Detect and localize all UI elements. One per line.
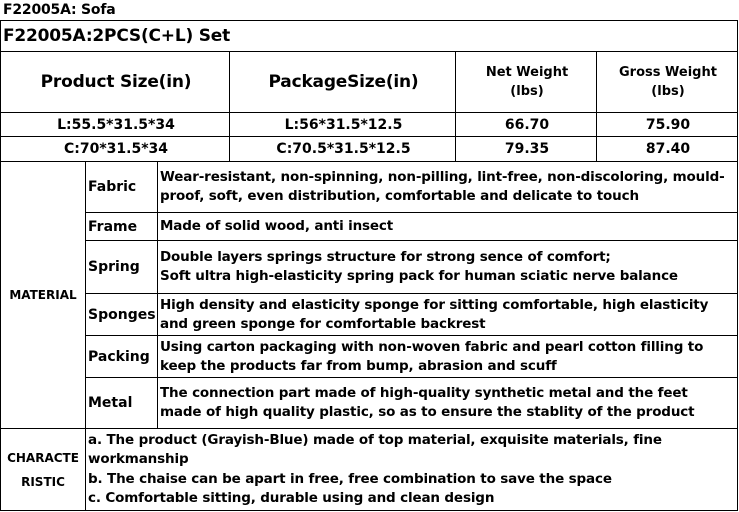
material-description (158, 294, 738, 336)
package-size-cell: L:56*31.5*12.5 (230, 113, 456, 137)
material-name: Sponges (86, 294, 158, 336)
material-row-fabric (1, 162, 738, 213)
material-description-line: High density and elasticity sponge for sitting comfortable, high elasticity (160, 296, 709, 313)
set-title: F22005A:2PCS(C+L) Set (1, 21, 738, 52)
net-weight-cell: 66.70 (456, 113, 597, 137)
characteristic-row (1, 429, 738, 511)
material-description-line: made of high quality plastic, so as to ensure the stablity of the product (160, 404, 695, 420)
gross-weight-cell: 87.40 (597, 137, 738, 162)
material-row-sponges (1, 294, 738, 336)
material-description (158, 241, 738, 294)
table-row (1, 113, 738, 137)
header-row (1, 52, 738, 113)
table-row (1, 137, 738, 162)
material-description-line: Using carton packaging with non-woven fabric and pearl cotton filling to (160, 338, 704, 355)
header-gross-weight (597, 52, 738, 113)
characteristic-label-line1: CHARACTE (7, 450, 79, 465)
material-description-line: Wear-resistant, non-spinning, non-pilling, lint-free, non-discoloring, mould- (160, 169, 725, 185)
page-title: F22005A: Sofa (3, 2, 116, 18)
set-title-row (1, 21, 738, 52)
material-description-line: and green sponge for comfortable backrest (160, 315, 486, 332)
spec-table (0, 20, 738, 511)
header-product-size: Product Size(in) (1, 52, 230, 113)
material-description-line: The connection part made of high-quality synthetic metal and the feet (160, 385, 688, 401)
material-row-spring (1, 241, 738, 294)
header-gross-weight-line2: (lbs) (651, 84, 685, 99)
header-net-weight (456, 52, 597, 113)
characteristic-line: c. Comfortable sitting, durable using and clean design (88, 490, 495, 506)
header-net-weight-line1: Net Weight (485, 65, 569, 80)
material-row-frame (1, 213, 738, 241)
characteristic-line: workmanship (88, 451, 189, 467)
material-description-line: keep the products far from bump, abrasion and scuff (160, 357, 557, 374)
material-description-line: proof, soft, even distribution, comfortable and delicate to touch (160, 188, 639, 204)
material-description-line: Made of solid wood, anti insect (160, 218, 394, 234)
characteristic-line: b. The chaise can be apart in free, free combination to save the space (88, 470, 612, 487)
material-row-packing (1, 336, 738, 378)
characteristic-label-line2: RISTIC (21, 474, 65, 489)
material-name: Metal (86, 378, 158, 429)
product-size-cell: L:55.5*31.5*34 (1, 113, 230, 137)
material-name: Frame (86, 213, 158, 241)
material-description-line: Double layers springs structure for strong sence of comfort; (160, 249, 611, 265)
material-name: Fabric (86, 162, 158, 213)
material-row-metal (1, 378, 738, 429)
material-description (158, 378, 738, 429)
header-net-weight-line2: (lbs) (510, 84, 544, 99)
material-description-line: Soft ultra high-elasticity spring pack for human sciatic nerve balance (160, 268, 678, 284)
net-weight-cell: 79.35 (456, 137, 597, 162)
gross-weight-cell: 75.90 (597, 113, 738, 137)
material-description (158, 213, 738, 241)
characteristic-label (1, 429, 86, 511)
material-description (158, 336, 738, 378)
characteristic-text (86, 429, 738, 511)
package-size-cell: C:70.5*31.5*12.5 (230, 137, 456, 162)
characteristic-line: a. The product (Grayish-Blue) made of top material, exquisite materials, fine (88, 431, 662, 448)
material-description (158, 162, 738, 213)
material-name: Spring (86, 241, 158, 294)
material-label: MATERIAL (1, 162, 86, 429)
header-gross-weight-line1: Gross Weight (619, 65, 717, 80)
material-name: Packing (86, 336, 158, 378)
header-package-size: PackageSize(in) (230, 52, 456, 113)
product-size-cell: C:70*31.5*34 (1, 137, 230, 162)
